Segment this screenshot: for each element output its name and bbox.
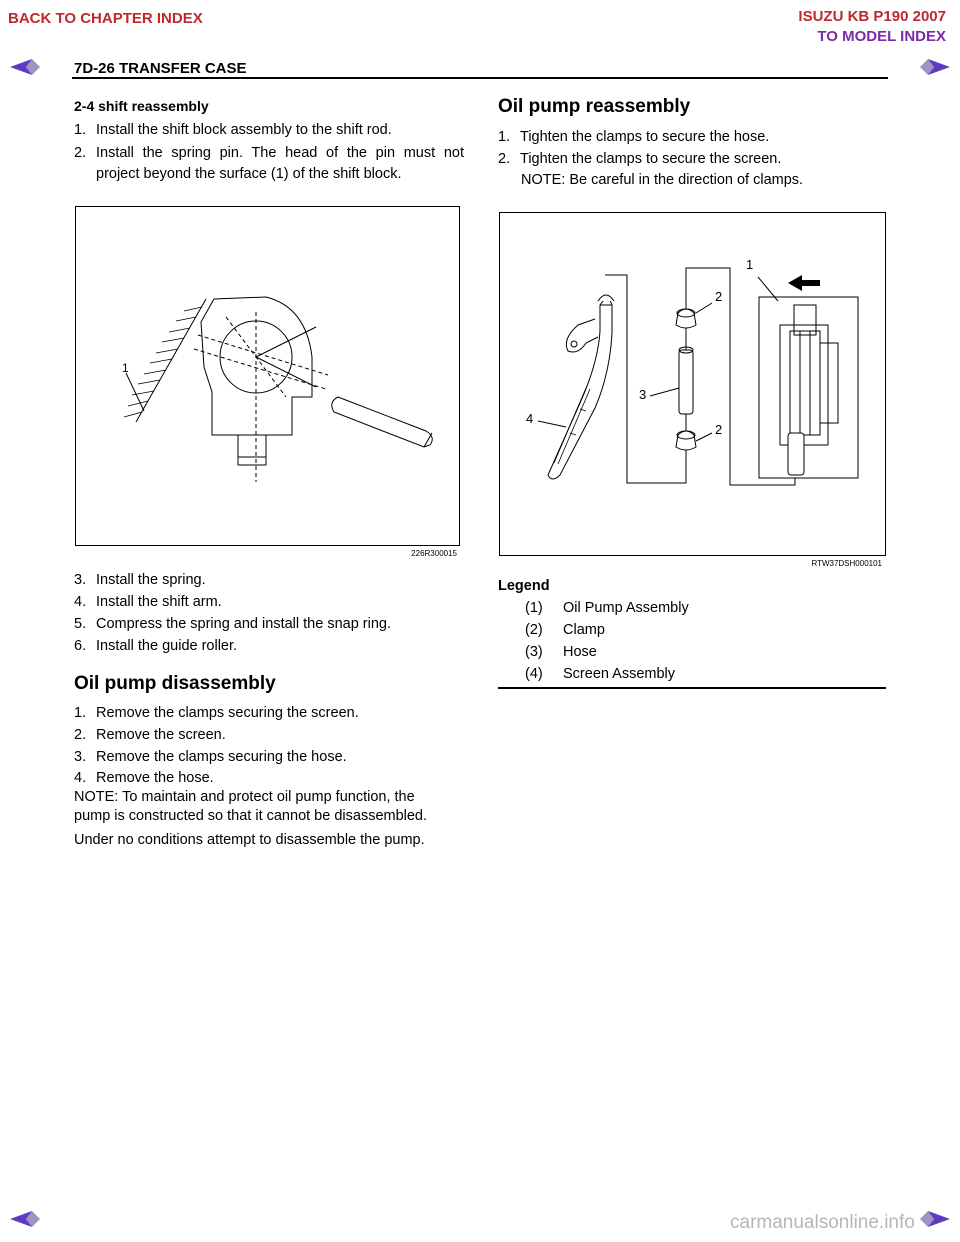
list-item: 1. Tighten the clamps to secure the hose. bbox=[498, 129, 770, 145]
figure-oil-pump bbox=[499, 212, 886, 556]
figure-callout-2: 2 bbox=[715, 422, 723, 437]
to-model-index-link[interactable]: TO MODEL INDEX bbox=[817, 28, 946, 45]
page-header-title: 7D-26 TRANSFER CASE bbox=[74, 60, 247, 77]
note-text: NOTE: Be careful in the direction of clamps. bbox=[521, 172, 804, 188]
shift-block-illustration bbox=[76, 207, 459, 545]
closing-text: Under no conditions attempt to disassemble the pump. bbox=[74, 832, 425, 848]
prev-page-icon[interactable] bbox=[10, 1210, 40, 1228]
prev-page-icon[interactable] bbox=[10, 58, 40, 76]
list-item: 5. Compress the spring and install the snap ring. bbox=[74, 616, 391, 632]
list-item: 2. Install the spring pin. The head of the pin must not project beyond the surface (1) of the shift block. bbox=[74, 145, 464, 182]
left-column bbox=[74, 98, 464, 185]
section-title-shift-reassembly: 2-4 shift reassembly bbox=[74, 98, 209, 114]
next-page-icon[interactable] bbox=[920, 1210, 950, 1228]
section-title-oil-pump-reassembly: Oil pump reassembly bbox=[498, 96, 691, 117]
list-item: 2. Remove the screen. bbox=[74, 727, 226, 743]
list-item: 4. Install the shift arm. bbox=[74, 594, 222, 610]
list-item: 4. Remove the hose. bbox=[74, 770, 214, 786]
section-title-oil-pump-disassembly: Oil pump disassembly bbox=[74, 673, 276, 694]
legend-title: Legend bbox=[498, 578, 550, 594]
figure-callout-1: 1 bbox=[122, 361, 129, 375]
legend-item: (2) Clamp bbox=[525, 622, 605, 638]
legend-rule bbox=[498, 687, 886, 689]
list-item: 1. Remove the clamps securing the screen. bbox=[74, 705, 359, 721]
figure-callout-3: 3 bbox=[639, 387, 647, 402]
figure-shift-block bbox=[75, 206, 460, 546]
note-text: NOTE: To maintain and protect oil pump function, the bbox=[74, 789, 415, 805]
legend bbox=[498, 578, 886, 689]
header-rule bbox=[72, 77, 888, 79]
back-to-chapter-index-link[interactable]: BACK TO CHAPTER INDEX bbox=[8, 10, 203, 27]
left-column-continued bbox=[74, 570, 464, 850]
figure-callout-2: 2 bbox=[715, 289, 723, 304]
figure-caption: RTW37DSH000101 bbox=[811, 559, 882, 568]
model-title-link[interactable]: ISUZU KB P190 2007 bbox=[798, 8, 946, 25]
note-text: pump is constructed so that it cannot be disassembled. bbox=[74, 808, 428, 824]
right-column bbox=[498, 96, 888, 190]
list-item: 6. Install the guide roller. bbox=[74, 638, 238, 654]
list-item: 3. Remove the clamps securing the hose. bbox=[74, 749, 347, 765]
figure-caption: 226R300015 bbox=[411, 549, 457, 558]
oil-pump-illustration bbox=[500, 213, 885, 555]
figure-callout-4: 4 bbox=[526, 411, 534, 426]
watermark: carmanualsonline.info bbox=[730, 1212, 915, 1233]
legend-item: (3) Hose bbox=[525, 644, 597, 660]
list-item: 3. Install the spring. bbox=[74, 572, 206, 588]
figure-callout-1: 1 bbox=[746, 257, 754, 272]
next-page-icon[interactable] bbox=[920, 58, 950, 76]
legend-item: (4) Screen Assembly bbox=[525, 666, 676, 682]
list-item: 2. Tighten the clamps to secure the screen. bbox=[498, 151, 782, 167]
list-item: 1. Install the shift block assembly to the shift rod. bbox=[74, 122, 392, 138]
legend-item: (1) Oil Pump Assembly bbox=[525, 600, 689, 616]
